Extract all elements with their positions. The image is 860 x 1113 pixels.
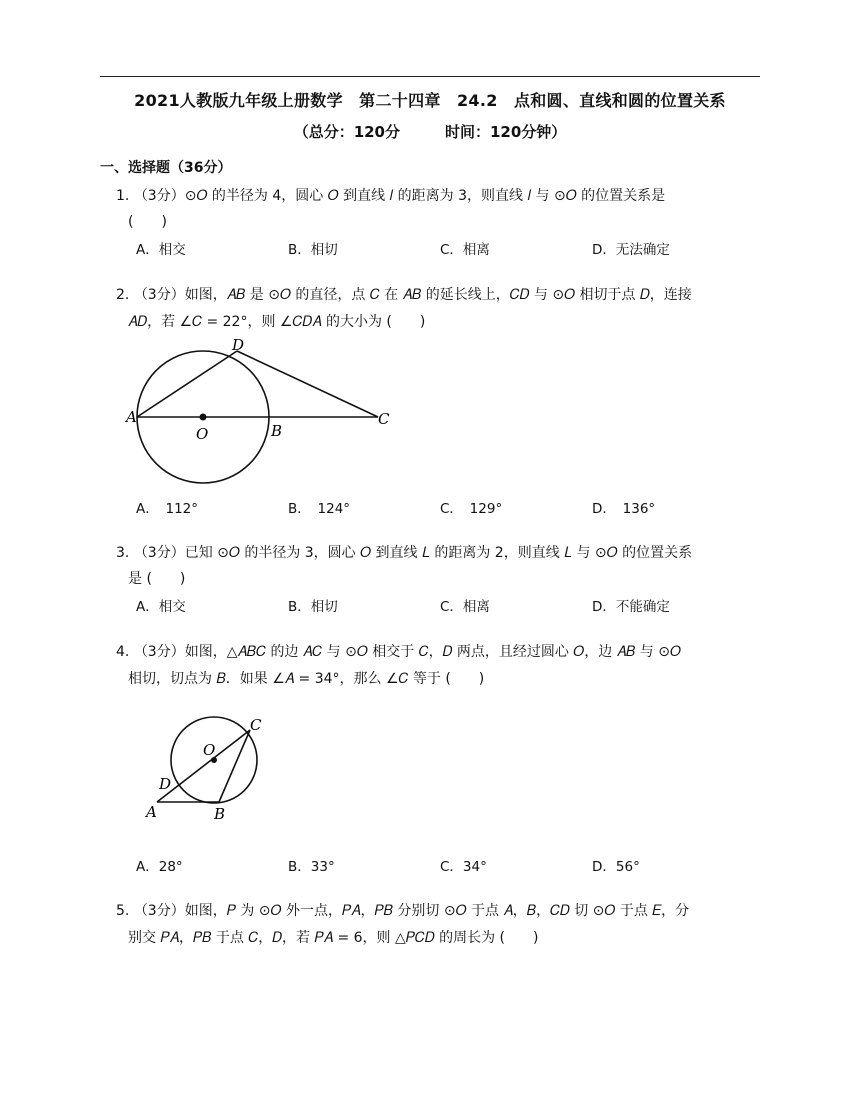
label-d: D — [232, 336, 245, 354]
option-b[interactable]: B．相切 — [288, 599, 338, 615]
label-o: O — [203, 741, 216, 759]
center-o-point — [200, 414, 207, 421]
question-text: （3分）如图，△𝐴𝐵𝐶 的边 𝐴𝐶 与 ⊙𝑂 相交于 𝐶，𝐷 两点，且经过圆心 𝑂，边 𝐴𝐵 与 ⊙𝑂 — [133, 644, 681, 660]
label-o: O — [196, 425, 209, 443]
option-d[interactable]: D． 136° — [592, 501, 656, 517]
option-c[interactable]: C．相离 — [440, 599, 490, 615]
question-2-line2: 𝐴𝐷，若 ∠𝐶 = 22°，则 ∠𝐶𝐷𝐴 的大小为 ( ) — [128, 314, 426, 330]
option-b[interactable]: B．相切 — [288, 242, 338, 258]
option-c[interactable]: C．相离 — [440, 242, 490, 258]
tangent-cd — [237, 351, 378, 417]
question-1-line2: ( ) — [128, 214, 167, 230]
question-text: （3分）如图，𝑃 为 ⊙𝑂 外一点，𝑃𝐴，𝑃𝐵 分别切 ⊙𝑂 于点 𝐴，𝐵，𝐶𝐷 切 ⊙𝑂 于点 𝐸，分 — [133, 903, 690, 919]
option-a[interactable]: A． 112° — [136, 501, 199, 517]
option-c[interactable]: C．34° — [440, 859, 487, 875]
question-5 — [116, 901, 689, 921]
question-text: （3分）已知 ⊙𝑂 的半径为 3，圆心 𝑂 到直线 𝐿 的距离为 2，则直线 𝐿 与 ⊙𝑂 的位置关系 — [133, 545, 693, 561]
question-number: 1. — [116, 188, 130, 204]
question-1 — [116, 186, 665, 206]
option-d[interactable]: D．无法确定 — [592, 242, 670, 258]
label-c: C — [250, 716, 262, 734]
option-c[interactable]: C． 129° — [440, 501, 503, 517]
label-b: B — [271, 422, 283, 440]
question-number: 5. — [116, 903, 130, 919]
option-b[interactable]: B． 124° — [288, 501, 351, 517]
option-d[interactable]: D．不能确定 — [592, 599, 670, 615]
question-text: （3分）如图，𝐴𝐵 是 ⊙𝑂 的直径，点 𝐶 在 𝐴𝐵 的延长线上，𝐶𝐷 与 ⊙𝑂 相切于点 𝐷，连接 — [133, 287, 692, 303]
label-a: A — [126, 408, 137, 426]
question-5-line2: 别交 𝑃𝐴，𝑃𝐵 于点 𝐶，𝐷，若 𝑃𝐴 = 6，则 △𝑃𝐶𝐷 的周长为 ( ) — [128, 930, 539, 946]
question-number: 2. — [116, 287, 130, 303]
question-3 — [116, 543, 692, 563]
label-a: A — [146, 803, 157, 821]
section-heading: 一、选择题（36分） — [100, 160, 232, 176]
question-number: 3. — [116, 545, 130, 561]
segment-bc — [219, 730, 250, 802]
figure-q4 — [140, 710, 280, 830]
label-d: D — [159, 775, 172, 793]
question-4 — [116, 642, 681, 662]
figure-q2 — [120, 330, 410, 490]
option-a[interactable]: A．相交 — [136, 242, 186, 258]
question-4-line2: 相切，切点为 𝐵．如果 ∠𝐴 = 34°，那么 ∠𝐶 等于 ( ) — [128, 671, 485, 687]
page-subtitle: （总分：120分 时间：120分钟） — [293, 123, 567, 141]
top-rule — [100, 76, 760, 77]
segment-ad — [137, 351, 237, 417]
option-d[interactable]: D．56° — [592, 859, 640, 875]
option-b[interactable]: B．33° — [288, 859, 335, 875]
question-number: 4. — [116, 644, 130, 660]
question-2 — [116, 285, 692, 305]
page-title: 2021人教版九年级上册数学 第二十四章 24.2 点和圆、直线和圆的位置关系 — [134, 91, 726, 110]
option-a[interactable]: A．28° — [136, 859, 183, 875]
option-a[interactable]: A．相交 — [136, 599, 186, 615]
label-b: B — [214, 805, 226, 823]
label-c: C — [378, 410, 390, 428]
question-text: （3分）⊙𝑂 的半径为 4，圆心 𝑂 到直线 𝑙 的距离为 3，则直线 𝑙 与 ⊙𝑂 的位置关系是 — [133, 188, 666, 204]
question-3-line2: 是 ( ) — [128, 571, 186, 587]
